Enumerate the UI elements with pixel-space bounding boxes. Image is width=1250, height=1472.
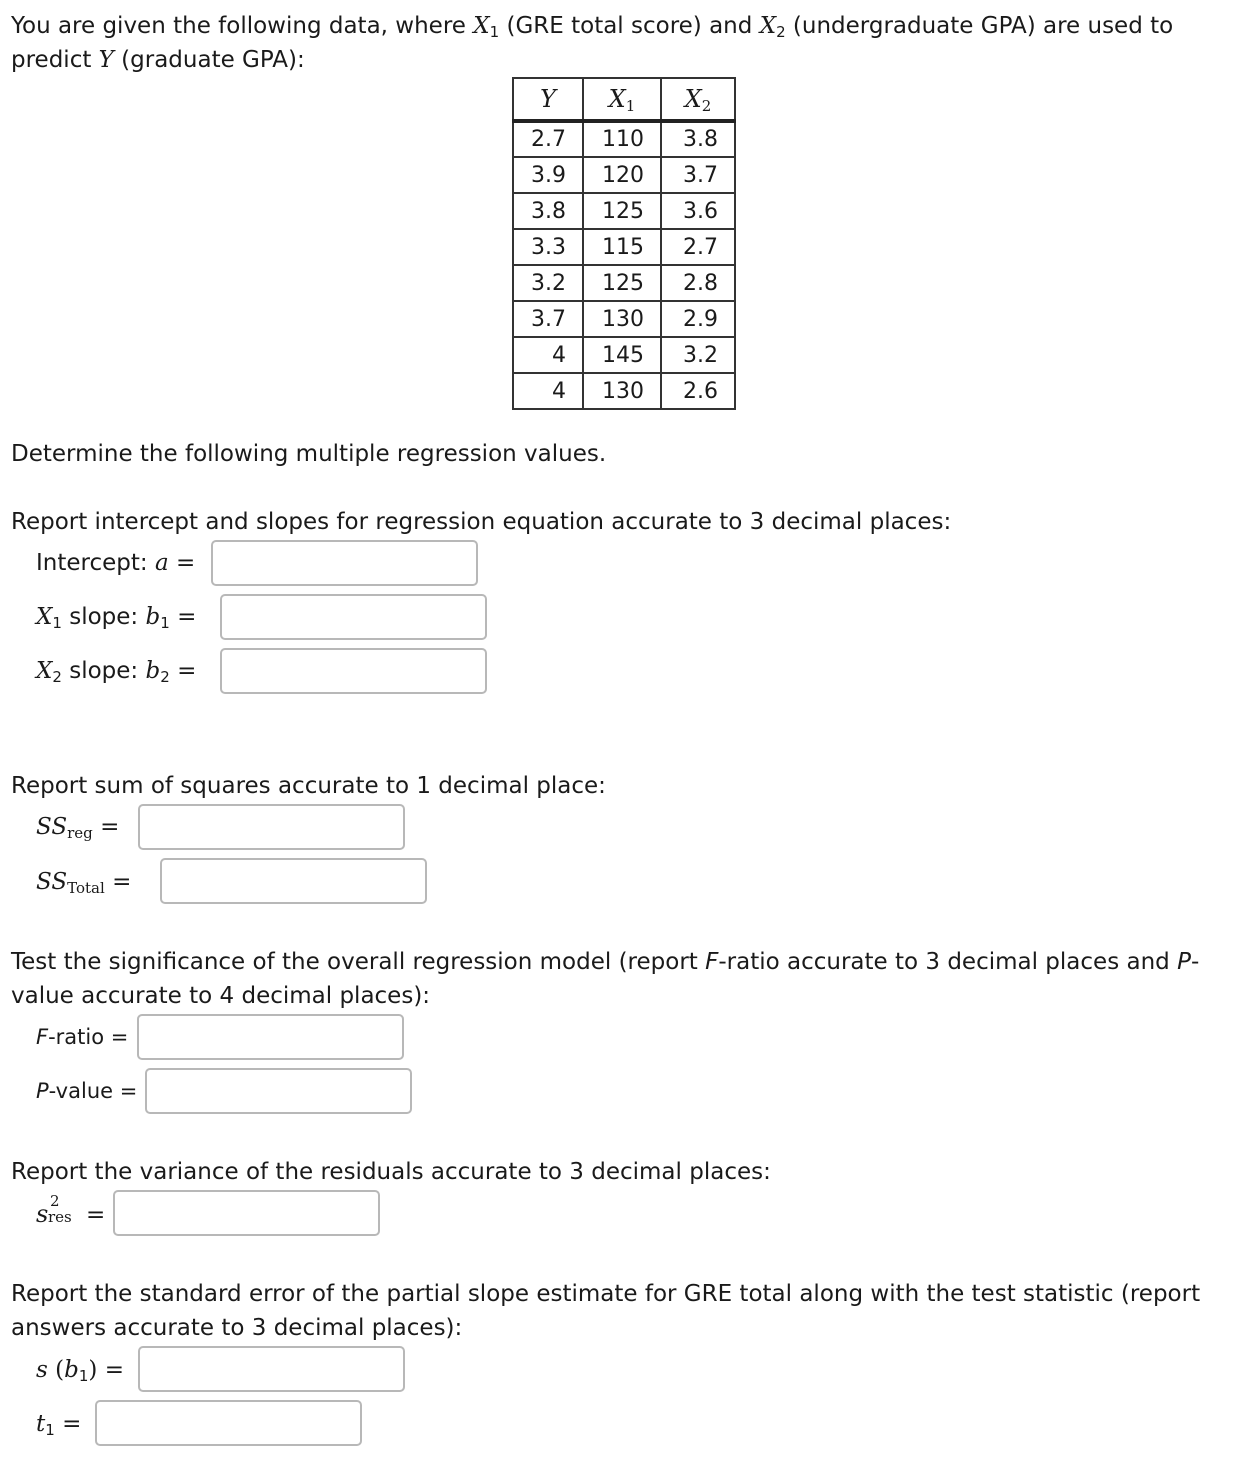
fratio-input[interactable] — [137, 1014, 404, 1060]
b1-input[interactable] — [220, 594, 487, 640]
table-cell: 2.9 — [661, 301, 735, 337]
table-cell: 2.8 — [661, 265, 735, 301]
table-cell: 4 — [513, 373, 583, 409]
header-x1: $X_1$ — [583, 78, 661, 121]
table-row — [513, 265, 735, 301]
b2-input[interactable] — [220, 648, 487, 694]
table-cell: 3.2 — [661, 337, 735, 373]
table-cell: 3.2 — [513, 265, 583, 301]
table-cell: 125 — [583, 265, 661, 301]
intercept-input[interactable] — [211, 540, 478, 586]
pvalue-input[interactable] — [145, 1068, 412, 1114]
ss-heading: Report sum of squares accurate to 1 decimal place: — [11, 773, 606, 799]
table-cell: 2.7 — [513, 121, 583, 157]
table-cell: 3.8 — [513, 193, 583, 229]
t1-input[interactable] — [95, 1400, 362, 1446]
table-cell: 2.7 — [661, 229, 735, 265]
intro-line-1: You are given the following data, where $X_1$ (GRE total score) and $X_2$ (undergraduate GPA) are used to — [11, 13, 1174, 41]
table-cell: 3.7 — [513, 301, 583, 337]
fratio-label: F-ratio = — [36, 1025, 129, 1049]
table-row — [513, 157, 735, 193]
ssreg-input[interactable] — [138, 804, 405, 850]
slopes-heading: Report intercept and slopes for regression equation accurate to 3 decimal places: — [11, 509, 952, 535]
ssreg-label: $SS_{reg}$ = — [36, 814, 120, 842]
table-row — [513, 229, 735, 265]
table-cell: 4 — [513, 337, 583, 373]
header-y: Y — [513, 78, 583, 121]
s2-res-input[interactable] — [113, 1190, 380, 1236]
intro-line-2: predict Y (graduate GPA): — [11, 47, 305, 73]
table-cell: 3.8 — [661, 121, 735, 157]
data-table — [512, 77, 736, 410]
table-row — [513, 193, 735, 229]
t1-label: $t_1$ = — [36, 1411, 82, 1439]
sstotal-label: $SS_{Total}$ = — [36, 869, 132, 897]
se-heading-line-2: answers accurate to 3 decimal places): — [11, 1315, 463, 1341]
table-row — [513, 373, 735, 409]
table-cell: 120 — [583, 157, 661, 193]
s2-res-equals: = — [86, 1202, 106, 1228]
ftest-heading-line-2: value accurate to 4 decimal places): — [11, 983, 431, 1009]
header-x2: $X_2$ — [661, 78, 735, 121]
table-cell: 125 — [583, 193, 661, 229]
table-cell: 110 — [583, 121, 661, 157]
sb1-input[interactable] — [138, 1346, 405, 1392]
s2-res-symbol: s 2 res — [36, 1192, 72, 1228]
table-cell: 3.3 — [513, 229, 583, 265]
table-cell: 130 — [583, 373, 661, 409]
se-heading-line-1: Report the standard error of the partial slope estimate for GRE total along with the test statistic (report — [11, 1281, 1201, 1307]
table-cell: 2.6 — [661, 373, 735, 409]
table-row — [513, 337, 735, 373]
table-row — [513, 301, 735, 337]
sstotal-input[interactable] — [160, 858, 427, 904]
table-cell: 115 — [583, 229, 661, 265]
b2-label: $X_2$ slope: $b_2$ = — [36, 658, 197, 686]
sb1-label: s $(b_1)$ = — [36, 1357, 124, 1385]
determine-text: Determine the following multiple regression values. — [11, 441, 607, 467]
pvalue-label: P-value = — [36, 1079, 138, 1103]
table-row — [513, 121, 735, 157]
table-cell: 145 — [583, 337, 661, 373]
table-cell: 3.7 — [661, 157, 735, 193]
table-header-row — [513, 78, 735, 121]
table-cell: 130 — [583, 301, 661, 337]
table-cell: 3.6 — [661, 193, 735, 229]
b1-label: $X_1$ slope: $b_1$ = — [36, 604, 197, 632]
ftest-heading-line-1: Test the significance of the overall regression model (report F-ratio accurate to 3 decimal places and P- — [11, 949, 1200, 975]
variance-heading: Report the variance of the residuals accurate to 3 decimal places: — [11, 1159, 771, 1185]
table-cell: 3.9 — [513, 157, 583, 193]
intercept-label: Intercept: a = — [36, 550, 196, 576]
